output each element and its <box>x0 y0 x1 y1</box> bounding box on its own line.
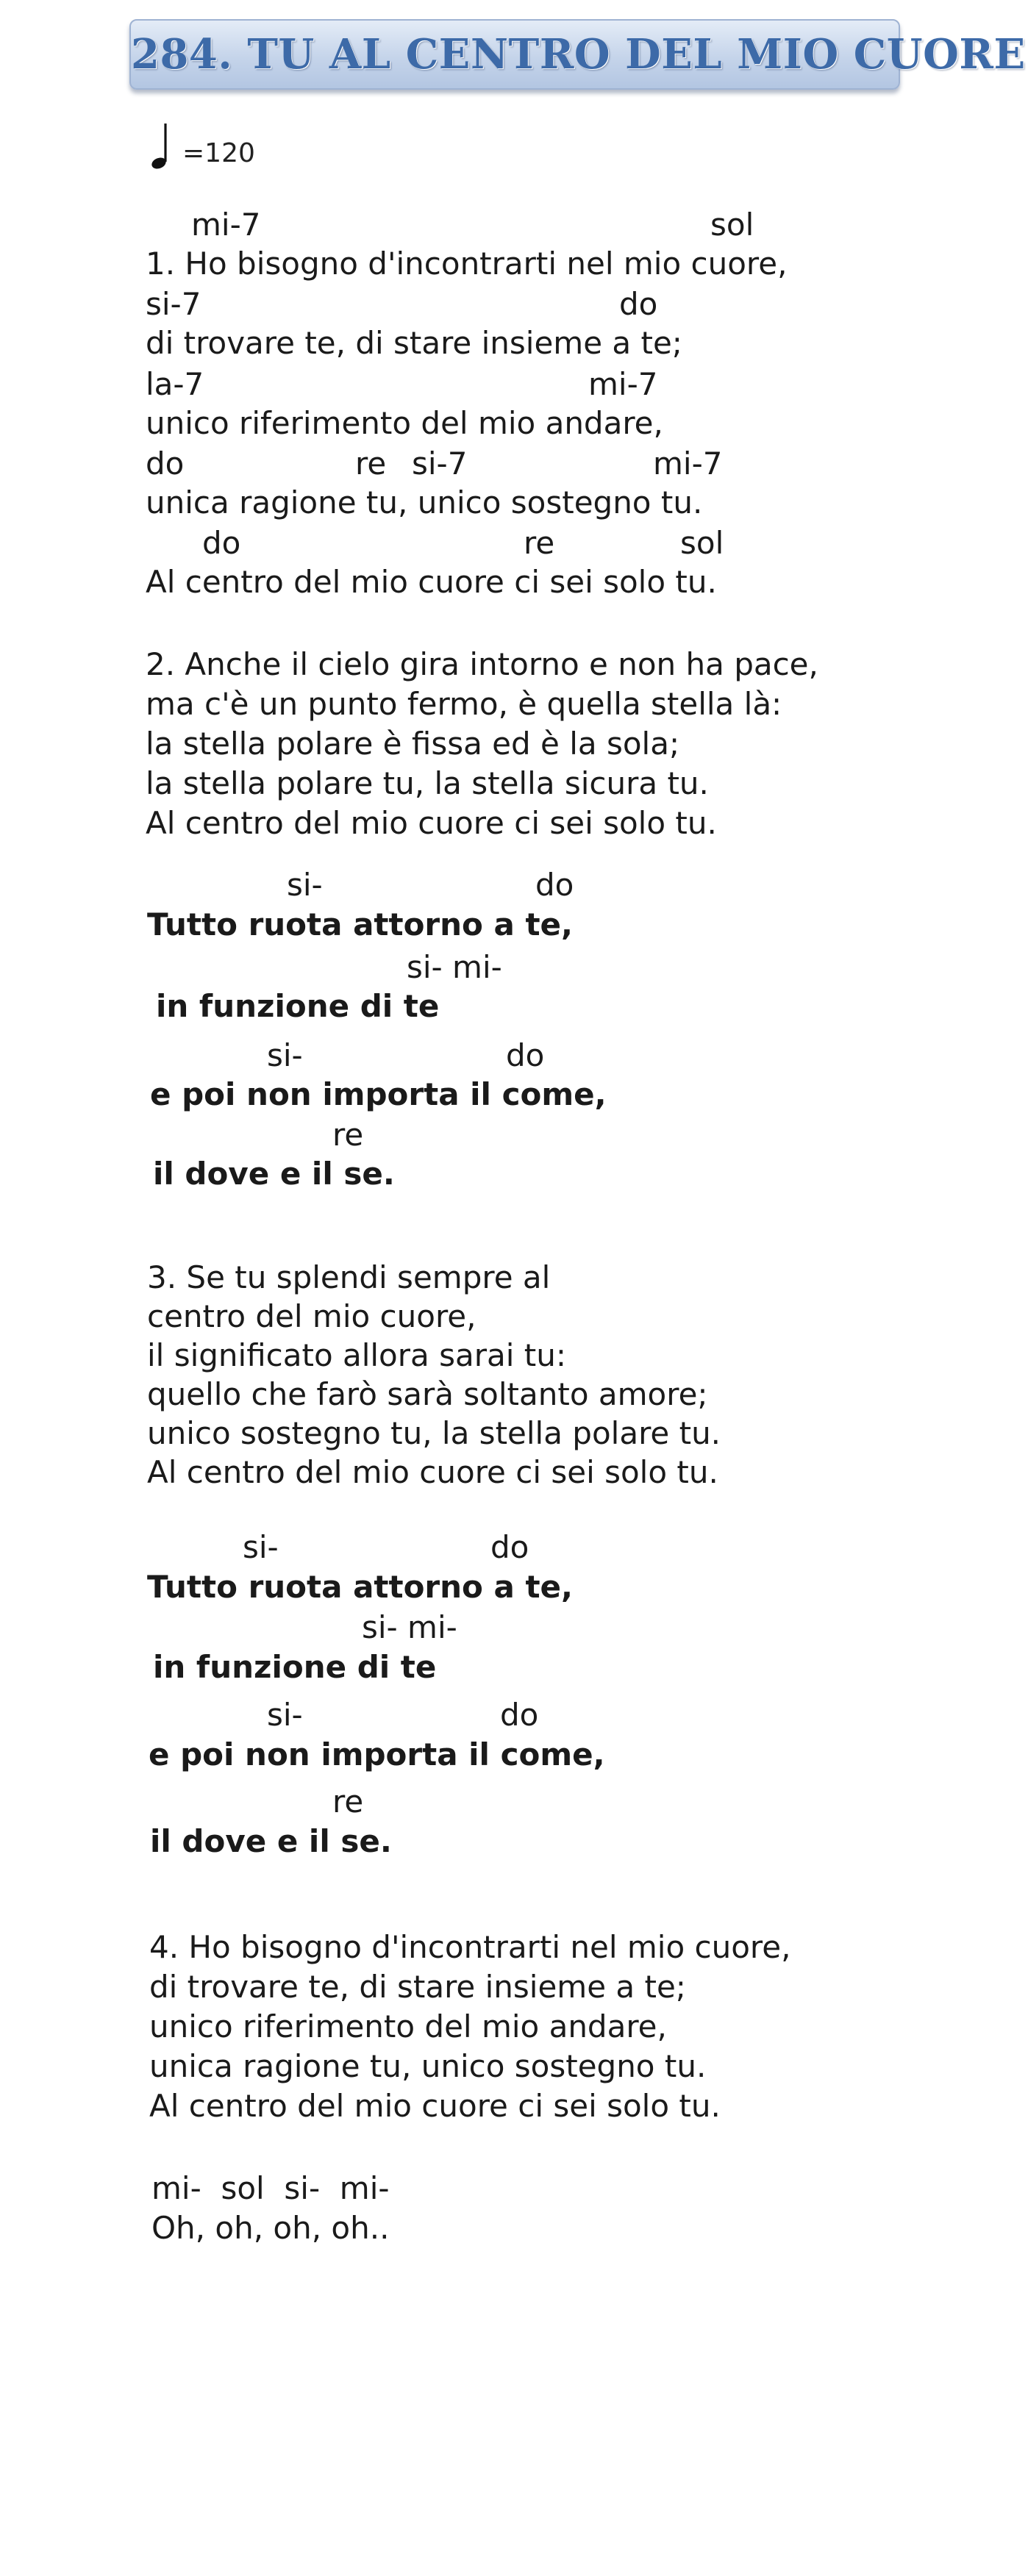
lyric-line: 4. Ho bisogno d'incontrarti nel mio cuore, <box>149 1929 791 1965</box>
chord: do <box>500 1697 539 1733</box>
lyric-line: la stella polare è fissa ed è la sola; <box>146 726 680 762</box>
lyric-line: di trovare te, di stare insieme a te; <box>149 1969 686 2005</box>
lyric-line: di trovare te, di stare insieme a te; <box>146 325 682 361</box>
lyric-line: quello che farò sarà soltanto amore; <box>147 1376 708 1412</box>
lyric-line: unica ragione tu, unico sostegno tu. <box>146 484 703 520</box>
chord: do <box>506 1037 545 1073</box>
chord: do <box>146 446 185 482</box>
chord: do <box>619 286 658 322</box>
lyric-line: unica ragione tu, unico sostegno tu. <box>149 2048 707 2084</box>
lyric-line: Al centro del mio cuore ci sei solo tu. <box>149 2088 721 2124</box>
chord: si-7 <box>146 286 201 322</box>
chord: re <box>332 1117 364 1153</box>
chorus-line: il dove e il se. <box>153 1156 395 1192</box>
chorus-line: e poi non importa il come, <box>149 1736 605 1772</box>
lyric-line: unico sostegno tu, la stella polare tu. <box>147 1415 721 1451</box>
chord: mi-7 <box>588 366 658 402</box>
title-banner <box>129 19 1026 90</box>
chorus-line: il dove e il se. <box>150 1823 392 1859</box>
lyric-line: unico riferimento del mio andare, <box>149 2008 667 2044</box>
chord: do <box>202 525 241 561</box>
chord: mi-7 <box>191 207 261 243</box>
chord: sol <box>680 525 724 561</box>
chord: re <box>524 525 555 561</box>
chord: re <box>355 446 387 482</box>
lyric-line: 2. Anche il cielo gira intorno e non ha pace, <box>146 646 818 682</box>
chord: si- <box>267 1697 303 1733</box>
chorus-line: e poi non importa il come, <box>150 1076 607 1112</box>
lyric-line: la stella polare tu, la stella sicura tu. <box>146 765 709 801</box>
chord: sol <box>710 207 754 243</box>
chord: si- <box>243 1529 279 1565</box>
chord-line: mi- sol si- mi- <box>151 2170 390 2206</box>
lyric-line: unico riferimento del mio andare, <box>146 405 663 441</box>
chord: do <box>490 1529 529 1565</box>
chord: si- mi- <box>362 1609 457 1645</box>
chord: mi-7 <box>653 446 723 482</box>
chorus-line: in funzione di te <box>153 1649 437 1685</box>
chord: do <box>535 867 574 903</box>
chord: si- <box>267 1037 303 1073</box>
lyric-line: Al centro del mio cuore ci sei solo tu. <box>147 1454 718 1490</box>
lyric-line: ma c'è un punto fermo, è quella stella là: <box>146 686 782 722</box>
lyric-line: centro del mio cuore, <box>147 1298 476 1334</box>
chorus-line: Tutto ruota attorno a te, <box>147 906 573 942</box>
chord: si-7 <box>412 446 468 482</box>
lyric-line: 3. Se tu splendi sempre al <box>147 1259 551 1295</box>
lyric-line: il significato allora sarai tu: <box>147 1337 566 1373</box>
lyric-line: 1. Ho bisogno d'incontrarti nel mio cuore, <box>146 246 788 282</box>
chord: re <box>332 1783 364 1820</box>
chord: si- <box>287 867 323 903</box>
song-title: 284. TU AL CENTRO DEL MIO CUORE <box>131 30 1026 79</box>
chorus-line: in funzione di te <box>156 988 440 1024</box>
tempo-marking: =120 <box>182 138 255 168</box>
quarter-note-icon <box>149 121 174 171</box>
lyric-line: Al centro del mio cuore ci sei solo tu. <box>146 564 717 600</box>
chord: la-7 <box>146 366 204 402</box>
lyric-line: Al centro del mio cuore ci sei solo tu. <box>146 805 717 841</box>
lyric-line: Oh, oh, oh, oh.. <box>151 2210 390 2246</box>
chorus-line: Tutto ruota attorno a te, <box>147 1569 573 1605</box>
chord: si- mi- <box>407 949 502 985</box>
